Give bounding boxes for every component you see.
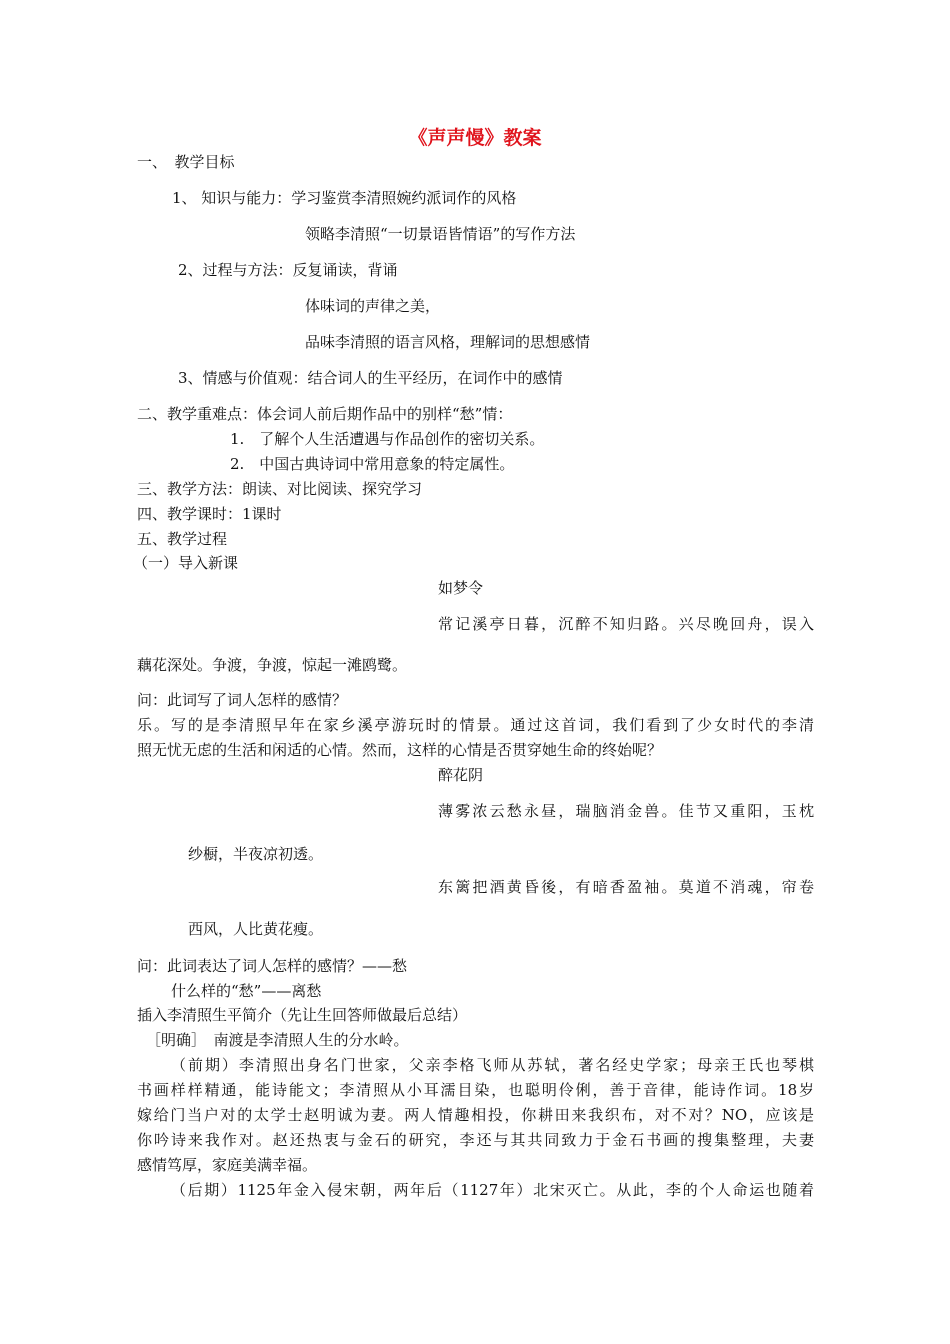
insert-note: 插入李清照生平简介（先让生回答师做最后总结） bbox=[137, 1006, 468, 1024]
clarify-note: ［明确］ 南渡是李清照人生的分水岭。 bbox=[146, 1031, 409, 1049]
early-period-line-5: 感情笃厚，家庭美满幸福。 bbox=[137, 1156, 318, 1174]
poem-2-line-2: 纱橱，半夜凉初透。 bbox=[188, 845, 324, 863]
section-2-point-2: 2. 中国古典诗词中常用意象的特定属性。 bbox=[230, 455, 515, 473]
goal-2-line-2: 体味词的声律之美， bbox=[305, 297, 441, 315]
poem-2-line-1: 薄雾浓云愁永昼，瑞脑消金兽。佳节又重阳，玉枕 bbox=[438, 802, 814, 820]
goal-1-line-1: 1、 知识与能力：学习鉴赏李清照婉约派词作的风格 bbox=[172, 189, 517, 207]
section-3-heading: 三、教学方法：朗读、对比阅读、探究学习 bbox=[137, 480, 423, 498]
page-title: 《声声慢》教案 bbox=[408, 127, 542, 149]
answer-1-line-2: 照无忧无虑的生活和闲适的心情。然而，这样的心情是否贯穿她生命的终始呢？ bbox=[137, 741, 663, 759]
answer-1-line-1: 乐。写的是李清照早年在家乡溪亭游玩时的情景。通过这首词，我们看到了少女时代的李清 bbox=[137, 716, 814, 734]
section-4-heading: 四、教学课时：1课时 bbox=[137, 505, 282, 523]
subsection-intro: （一）导入新课 bbox=[133, 554, 239, 572]
section-5-heading: 五、教学过程 bbox=[137, 530, 228, 548]
goal-1-line-2: 领略李清照“一切景语皆情语”的写作方法 bbox=[305, 225, 576, 243]
poem-1-title: 如梦令 bbox=[438, 579, 484, 597]
goal-2-line-1: 2、过程与方法：反复诵读，背诵 bbox=[178, 261, 398, 279]
question-2-followup: 什么样的“愁”——离愁 bbox=[171, 982, 322, 1000]
poem-1-line-2: 藕花深处。争渡，争渡，惊起一滩鸥鹭。 bbox=[137, 656, 408, 674]
early-period-line-3: 嫁给门当户对的太学士赵明诚为妻。两人情趣相投，你耕田来我织布，对不对？NO，应该是 bbox=[137, 1106, 814, 1124]
early-period-line-2: 书画样样精通，能诗能文；李清照从小耳濡目染，也聪明伶俐，善于音律，能诗作词。18岁 bbox=[137, 1081, 814, 1099]
early-period-line-1: （前期）李清照出身名门世家，父亲李格飞师从苏轼，著名经史学家；母亲王氏也琴棋 bbox=[171, 1056, 814, 1074]
section-2-heading: 二、教学重难点：体会词人前后期作品中的别样“愁”情： bbox=[137, 405, 513, 423]
poem-2-title: 醉花阴 bbox=[438, 766, 484, 784]
late-period-line-1: （后期）1125年金入侵宋朝，两年后（1127年）北宋灭亡。从此，李的个人命运也随着 bbox=[171, 1181, 814, 1199]
section-2-point-1: 1. 了解个人生活遭遇与作品创作的密切关系。 bbox=[230, 430, 545, 448]
poem-1-line-1: 常记溪亭日暮，沉醉不知归路。兴尽晚回舟，误入 bbox=[438, 615, 814, 633]
goal-2-line-3: 品味李清照的语言风格，理解词的思想感情 bbox=[305, 333, 591, 351]
question-2: 问：此词表达了词人怎样的感情？——愁 bbox=[137, 957, 408, 975]
goal-3-line-1: 3、情感与价值观：结合词人的生平经历，在词作中的感情 bbox=[178, 369, 563, 387]
poem-2-line-4: 西风，人比黄花瘦。 bbox=[188, 920, 324, 938]
poem-2-line-3: 东篱把酒黄昏後，有暗香盈袖。莫道不消魂，帘卷 bbox=[438, 878, 814, 896]
early-period-line-4: 你吟诗来我作对。赵还热衷与金石的研究，李还与其共同致力于金石书画的搜集整理，夫妻 bbox=[137, 1131, 814, 1149]
question-1: 问：此词写了词人怎样的感情？ bbox=[137, 691, 348, 709]
section-1-heading: 一、 教学目标 bbox=[137, 153, 235, 171]
